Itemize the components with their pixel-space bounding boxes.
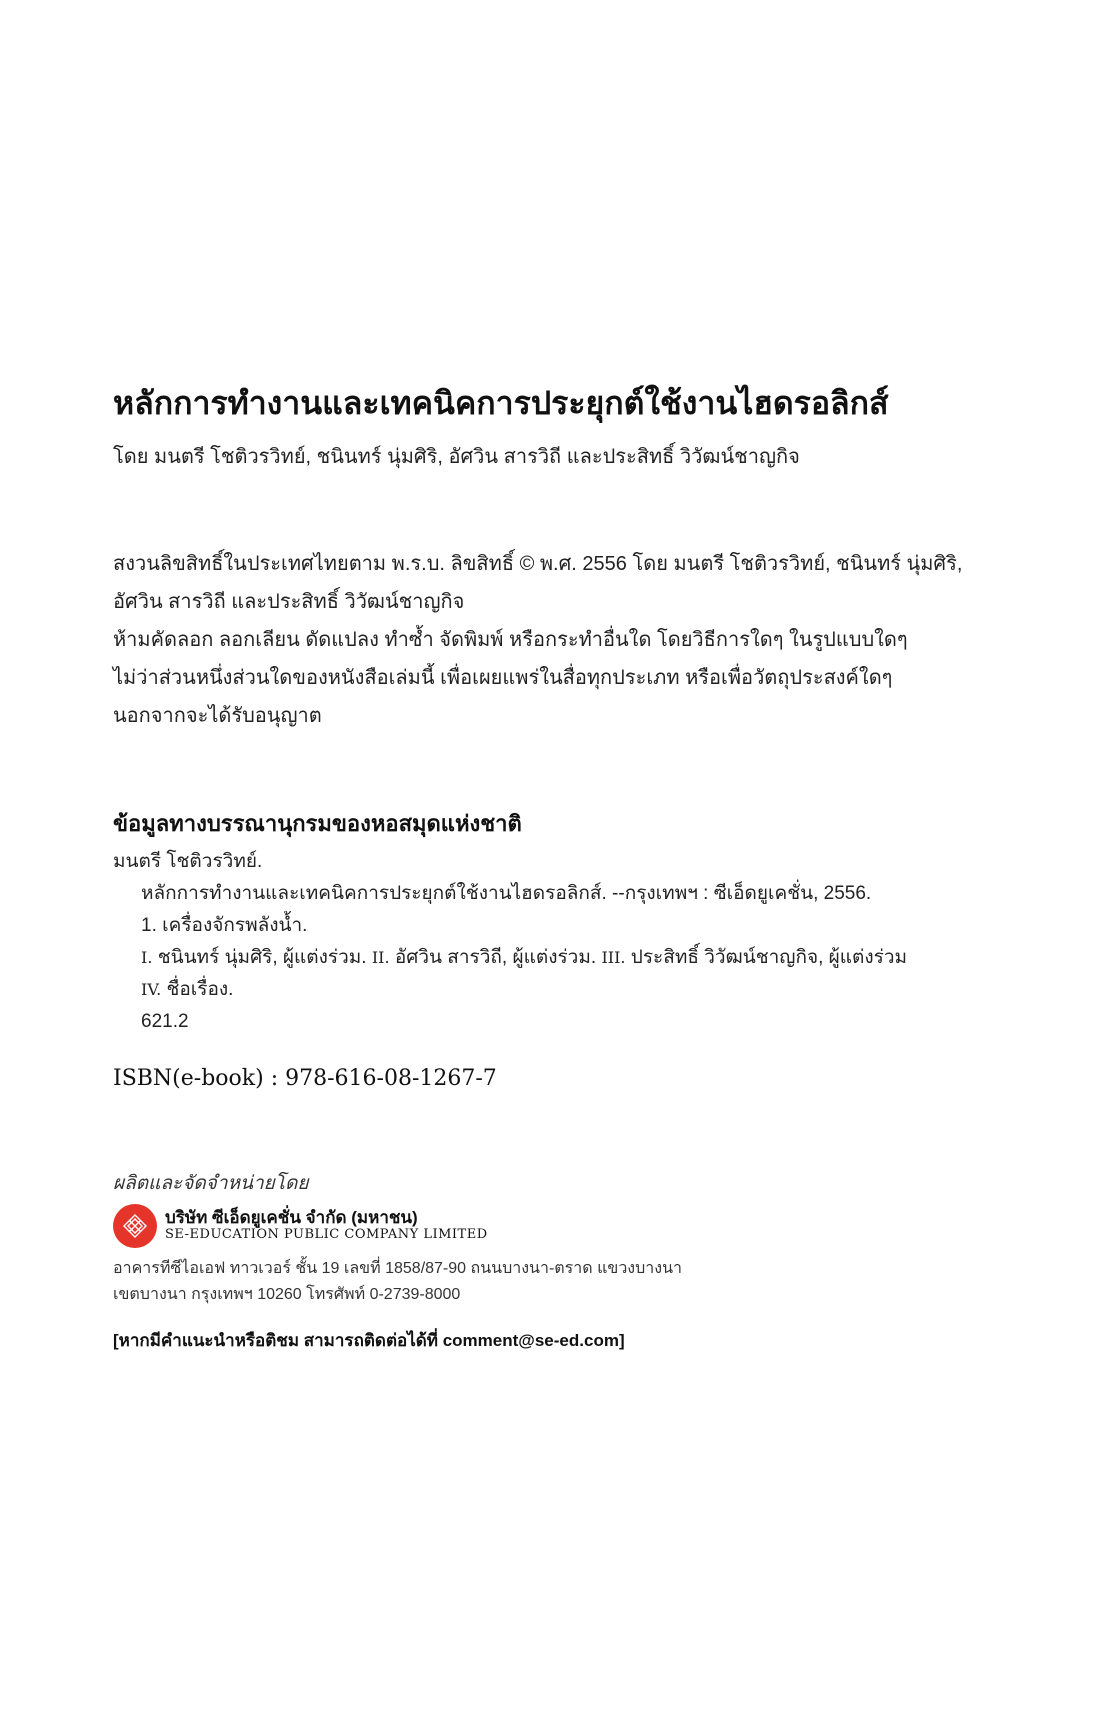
roman-numeral: II. bbox=[371, 948, 390, 967]
cip-subject: 1. เครื่องจักรพลังน้ำ. bbox=[141, 915, 308, 936]
added-entry: ชื่อเรื่อง. bbox=[166, 979, 234, 1000]
roman-numeral: III. bbox=[601, 948, 626, 967]
cip-main-entry: มนตรี โชติวรวิทย์. bbox=[113, 851, 263, 872]
added-entry: ชนินทร์ นุ่มศิริ, ผู้แต่งร่วม. bbox=[157, 947, 367, 968]
book-title: หลักการทำงานและเทคนิคการประยุกต์ใช้งานไฮดรอลิกส์ bbox=[113, 384, 889, 422]
copyright-notice bbox=[113, 545, 993, 735]
distributed-by-label: ผลิตและจัดจำหน่ายโดย bbox=[113, 1173, 309, 1194]
cip-heading: ข้อมูลทางบรรณานุกรมของหอสมุดแห่งชาติ bbox=[113, 811, 522, 837]
se-ed-logo-icon bbox=[113, 1204, 157, 1248]
copyright-line: ไม่ว่าส่วนหนึ่งส่วนใดของหนังสือเล่มนี้ เพื่อเผยแพร่ในสื่อทุกประเภท หรือเพื่อวัตถุประสงค์ใดๆ bbox=[113, 667, 893, 689]
book-authors: โดย มนตรี โชติวรวิทย์, ชนินทร์ นุ่มศิริ, อัศวิน สารวิถี และประสิทธิ์ วิวัฒน์ชาญกิจ bbox=[113, 446, 800, 468]
roman-numeral: IV. bbox=[141, 980, 162, 999]
isbn: ISBN(e-book) : 978-616-08-1267-7 bbox=[113, 1066, 497, 1091]
publisher-name-thai: บริษัท ซีเอ็ดยูเคชั่น จำกัด (มหาชน) bbox=[165, 1208, 418, 1227]
added-entry: ประสิทธิ์ วิวัฒน์ชาญกิจ, ผู้แต่งร่วม bbox=[630, 947, 908, 968]
copyright-line: นอกจากจะได้รับอนุญาต bbox=[113, 705, 322, 727]
cip-title-entry: หลักการทำงานและเทคนิคการประยุกต์ใช้งานไฮดรอลิกส์. --กรุงเทพฯ : ซีเอ็ดยูเคชั่น, 2556. bbox=[141, 883, 872, 904]
copyright-line: อัศวิน สารวิถี และประสิทธิ์ วิวัฒน์ชาญกิจ bbox=[113, 591, 465, 613]
cip-added-entries bbox=[113, 942, 907, 974]
cip-classification: 621.2 bbox=[141, 1011, 189, 1032]
publisher-name-english: SE-EDUCATION PUBLIC COMPANY LIMITED bbox=[165, 1227, 488, 1242]
roman-numeral: I. bbox=[141, 948, 153, 967]
publisher-block bbox=[113, 1202, 713, 1250]
publisher-address bbox=[113, 1256, 682, 1308]
address-line: เขตบางนา กรุงเทพฯ 10260 โทรศัพท์ 0-2739-8000 bbox=[113, 1286, 461, 1303]
address-line: อาคารทีซีไอเอฟ ทาวเวอร์ ชั้น 19 เลขที่ 1858/87-90 ถนนบางนา-ตราด แขวงบางนา bbox=[113, 1260, 682, 1277]
copyright-line: สงวนลิขสิทธิ์ในประเทศไทยตาม พ.ร.บ. ลิขสิทธิ์ © พ.ศ. 2556 โดย มนตรี โชติวรวิทย์, ชนินทร์ นุ่มศิริ, bbox=[113, 553, 963, 575]
cip-block bbox=[113, 846, 907, 1038]
cip-title-added-entry bbox=[113, 974, 907, 1006]
comment-contact: [หากมีคำแนะนำหรือติชม สามารถติดต่อได้ที่ comment@se-ed.com] bbox=[113, 1331, 625, 1350]
copyright-line: ห้ามคัดลอก ลอกเลียน ดัดแปลง ทำซ้ำ จัดพิมพ์ หรือกระทำอื่นใด โดยวิธีการใดๆ ในรูปแบบใดๆ bbox=[113, 629, 908, 651]
added-entry: อัศวิน สารวิถี, ผู้แต่งร่วม. bbox=[394, 947, 597, 968]
